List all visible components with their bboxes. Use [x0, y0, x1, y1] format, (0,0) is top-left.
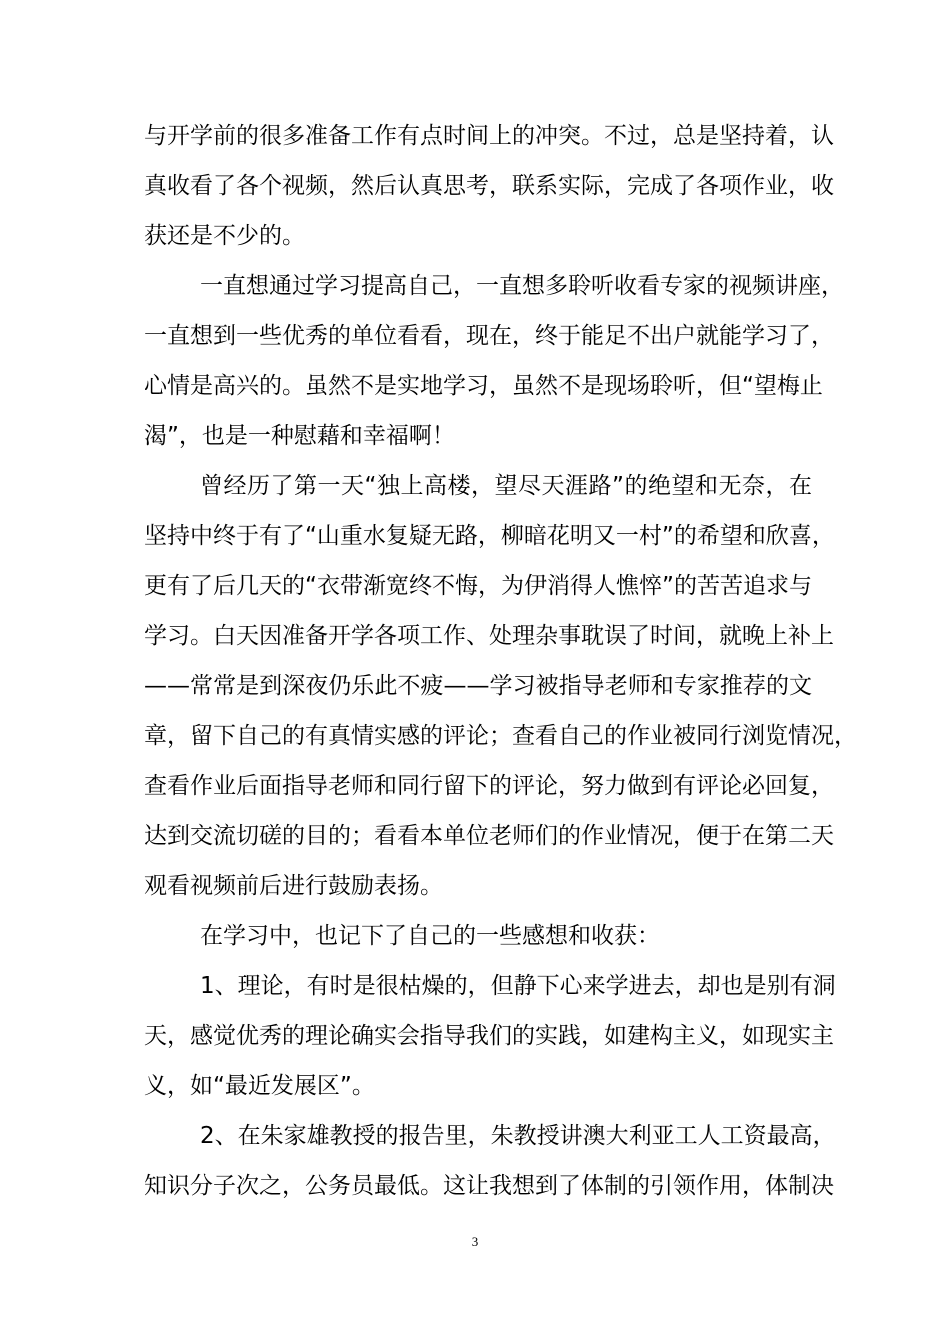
- text-line: ——常常是到深夜仍乐此不疲——学习被指导老师和专家推荐的文: [144, 673, 812, 699]
- paragraph-4: [144, 911, 812, 961]
- paragraph-2: [144, 261, 844, 461]
- text-line: 一直想通过学习提高自己，一直想多聆听收看专家的视频讲座，: [200, 273, 844, 299]
- text-line: 渴”，也是一种慰藉和幸福啊！: [144, 423, 455, 449]
- text-line: 章，留下自己的有真情实感的评论；查看自己的作业被同行浏览情况，: [144, 723, 857, 749]
- paragraph-6: [144, 1111, 836, 1211]
- paragraph-1: [144, 111, 834, 261]
- text-line: 真收看了各个视频，然后认真思考，联系实际，完成了各项作业，收: [144, 173, 834, 199]
- text-line: 一直想到一些优秀的单位看看，现在，终于能足不出户就能学习了，: [144, 323, 834, 349]
- text-line: 知识分子次之，公务员最低。这让我想到了体制的引领作用，体制决: [144, 1173, 834, 1199]
- text-line: 在学习中，也记下了自己的一些感想和收获：: [200, 923, 660, 949]
- text-line: 曾经历了第一天“独上高楼，望尽天涯路”的绝望和无奈，在: [200, 473, 812, 499]
- paragraph-3: [144, 461, 857, 911]
- page-number: 3: [471, 1234, 479, 1249]
- text-line: 获还是不少的。: [144, 223, 305, 249]
- text-line: 与开学前的很多准备工作有点时间上的冲突。不过，总是坚持着，认: [144, 123, 834, 149]
- text-line: 观看视频前后进行鼓励表扬。: [144, 873, 443, 899]
- text-line: 坚持中终于有了“山重水复疑无路，柳暗花明又一村”的希望和欣喜，: [144, 523, 835, 549]
- body-text: [144, 111, 857, 1211]
- text-line: 心情是高兴的。虽然不是实地学习，虽然不是现场聆听，但“望梅止: [144, 373, 823, 399]
- text-line: 义，如“最近发展区”。: [144, 1073, 375, 1099]
- text-line: 达到交流切磋的目的；看看本单位老师们的作业情况，便于在第二天: [144, 823, 834, 849]
- text-line: 天，感觉优秀的理论确实会指导我们的实践，如建构主义，如现实主: [144, 1023, 834, 1049]
- paragraph-5: [144, 961, 836, 1111]
- text-line: 2、在朱家雄教授的报告里，朱教授讲澳大利亚工人工资最高，: [200, 1123, 836, 1149]
- text-line: 学习。白天因准备开学各项工作、处理杂事耽误了时间，就晚上补上: [144, 623, 834, 649]
- text-line: 更有了后几天的“衣带渐宽终不悔，为伊消得人憔悴”的苦苦追求与: [144, 573, 812, 599]
- text-line: 1、理论，有时是很枯燥的，但静下心来学进去，却也是别有洞: [200, 973, 836, 999]
- text-line: 查看作业后面指导老师和同行留下的评论，努力做到有评论必回复，: [144, 773, 834, 799]
